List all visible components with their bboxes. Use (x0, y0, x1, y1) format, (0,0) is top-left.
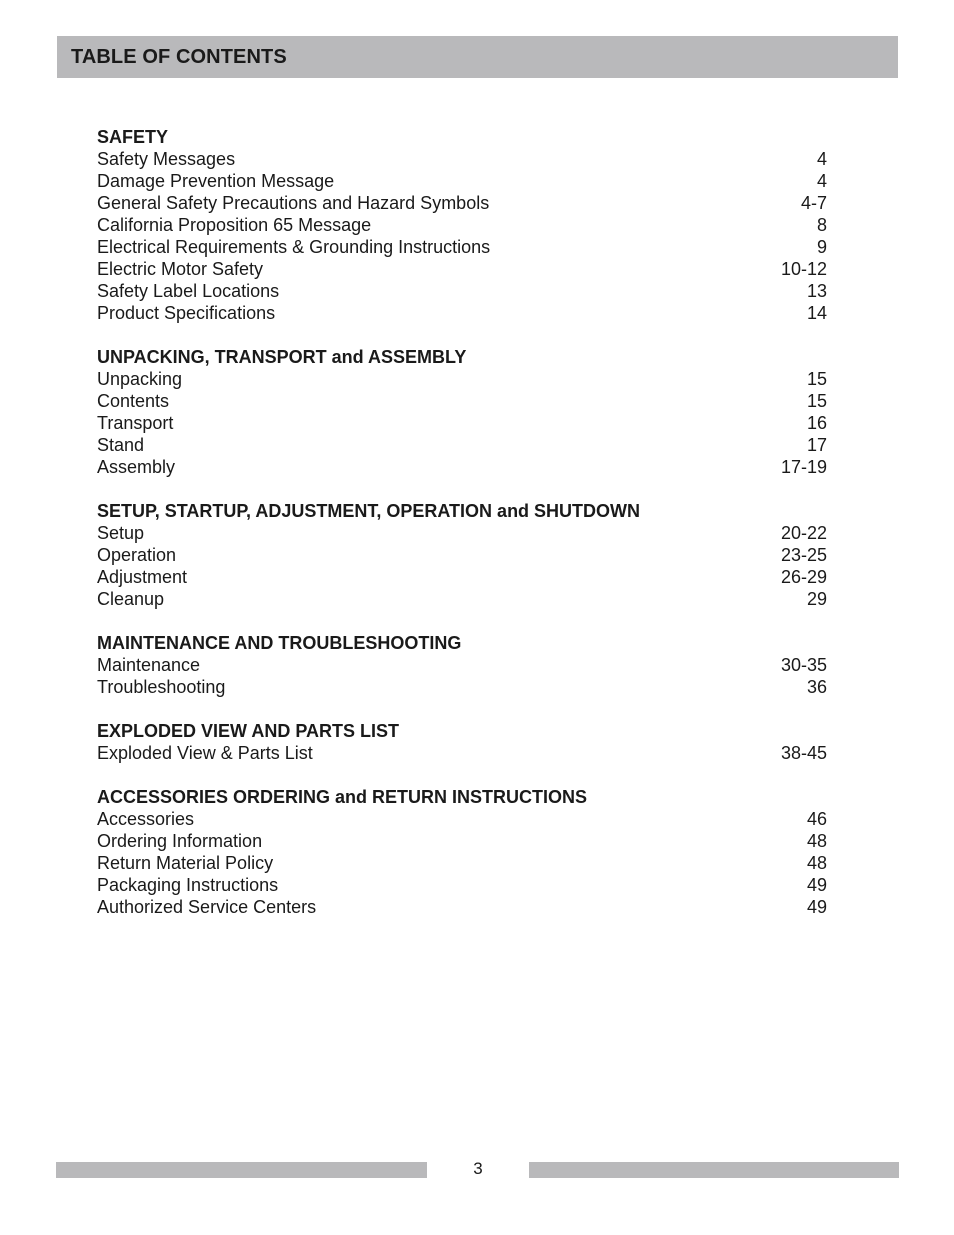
section-heading: EXPLODED VIEW AND PARTS LIST (97, 721, 400, 741)
entry-title: Safety Label Locations (97, 281, 280, 301)
table-of-contents (97, 126, 827, 940)
toc-entry (97, 170, 827, 192)
entry-title: Exploded View & Parts List (97, 743, 313, 763)
entry-page-number: 20-22 (780, 523, 827, 543)
toc-entry (97, 192, 827, 214)
entry-page-number: 26-29 (780, 567, 827, 587)
toc-entry (97, 852, 827, 874)
entry-title: Maintenance (97, 655, 201, 675)
toc-section (97, 346, 827, 478)
entry-title: General Safety Precautions and Hazard Symbols (97, 193, 490, 213)
entry-page-number: 23-25 (780, 545, 827, 565)
toc-section (97, 126, 827, 324)
toc-entry (97, 456, 827, 478)
header-bar (57, 36, 898, 78)
toc-entry (97, 148, 827, 170)
toc-entry (97, 830, 827, 852)
entry-title: Authorized Service Centers (97, 897, 317, 917)
entry-page-number: 17 (806, 435, 827, 455)
entry-page-number: 17-19 (780, 457, 827, 477)
entry-title: Adjustment (97, 567, 188, 587)
entry-page-number: 48 (806, 831, 827, 851)
toc-entry (97, 302, 827, 324)
entry-title: Electrical Requirements & Grounding Instructions (97, 237, 491, 257)
entry-title: Contents (97, 391, 170, 411)
entry-page-number: 13 (806, 281, 827, 301)
toc-entry (97, 522, 827, 544)
entry-page-number: 48 (806, 853, 827, 873)
entry-title: Operation (97, 545, 177, 565)
toc-entry (97, 214, 827, 236)
entry-page-number: 4 (816, 171, 827, 191)
toc-entry (97, 390, 827, 412)
toc-entry (97, 808, 827, 830)
footer-bar-right (529, 1162, 899, 1178)
toc-entry (97, 236, 827, 258)
toc-entry (97, 676, 827, 698)
entry-page-number: 14 (806, 303, 827, 323)
section-heading: SETUP, STARTUP, ADJUSTMENT, OPERATION and SHUTDOWN (97, 501, 641, 521)
entry-title: Ordering Information (97, 831, 263, 851)
toc-entry (97, 896, 827, 918)
entry-title: Product Specifications (97, 303, 276, 323)
section-heading: SAFETY (97, 127, 169, 147)
entry-page-number: 16 (806, 413, 827, 433)
toc-entry (97, 874, 827, 896)
entry-page-number: 29 (806, 589, 827, 609)
entry-title: Transport (97, 413, 174, 433)
entry-title: Stand (97, 435, 145, 455)
entry-title: Setup (97, 523, 145, 543)
toc-entry (97, 742, 827, 764)
entry-page-number: 30-35 (780, 655, 827, 675)
toc-entry (97, 412, 827, 434)
entry-page-number: 15 (806, 391, 827, 411)
entry-page-number: 15 (806, 369, 827, 389)
entry-page-number: 36 (806, 677, 827, 697)
toc-entry (97, 544, 827, 566)
toc-section (97, 786, 827, 918)
section-heading: ACCESSORIES ORDERING and RETURN INSTRUCTIONS (97, 787, 588, 807)
entry-page-number: 10-12 (780, 259, 827, 279)
entry-page-number: 4-7 (800, 193, 827, 213)
toc-entry (97, 280, 827, 302)
page-number: 3 (473, 1159, 483, 1178)
entry-title: California Proposition 65 Message (97, 215, 372, 235)
toc-entry (97, 258, 827, 280)
entry-page-number: 49 (806, 875, 827, 895)
entry-title: Damage Prevention Message (97, 171, 335, 191)
entry-page-number: 49 (806, 897, 827, 917)
entry-page-number: 8 (816, 215, 827, 235)
section-heading: UNPACKING, TRANSPORT and ASSEMBLY (97, 347, 467, 367)
footer-bar-left (56, 1162, 427, 1178)
section-heading: MAINTENANCE AND TROUBLESHOOTING (97, 633, 462, 653)
entry-page-number: 38-45 (780, 743, 827, 763)
entry-title: Safety Messages (97, 149, 236, 169)
entry-title: Assembly (97, 457, 176, 477)
toc-entry (97, 368, 827, 390)
toc-section (97, 500, 827, 610)
page-title: TABLE OF CONTENTS (71, 45, 287, 68)
toc-entry (97, 434, 827, 456)
entry-page-number: 9 (816, 237, 827, 257)
entry-title: Electric Motor Safety (97, 259, 264, 279)
entry-title: Troubleshooting (97, 677, 226, 697)
entry-page-number: 46 (806, 809, 827, 829)
entry-title: Return Material Policy (97, 853, 274, 873)
entry-page-number: 4 (816, 149, 827, 169)
entry-title: Packaging Instructions (97, 875, 279, 895)
toc-entry (97, 654, 827, 676)
toc-entry (97, 588, 827, 610)
toc-section (97, 632, 827, 698)
entry-title: Unpacking (97, 369, 183, 389)
entry-title: Cleanup (97, 589, 165, 609)
toc-entry (97, 566, 827, 588)
toc-section (97, 720, 827, 764)
entry-title: Accessories (97, 809, 195, 829)
